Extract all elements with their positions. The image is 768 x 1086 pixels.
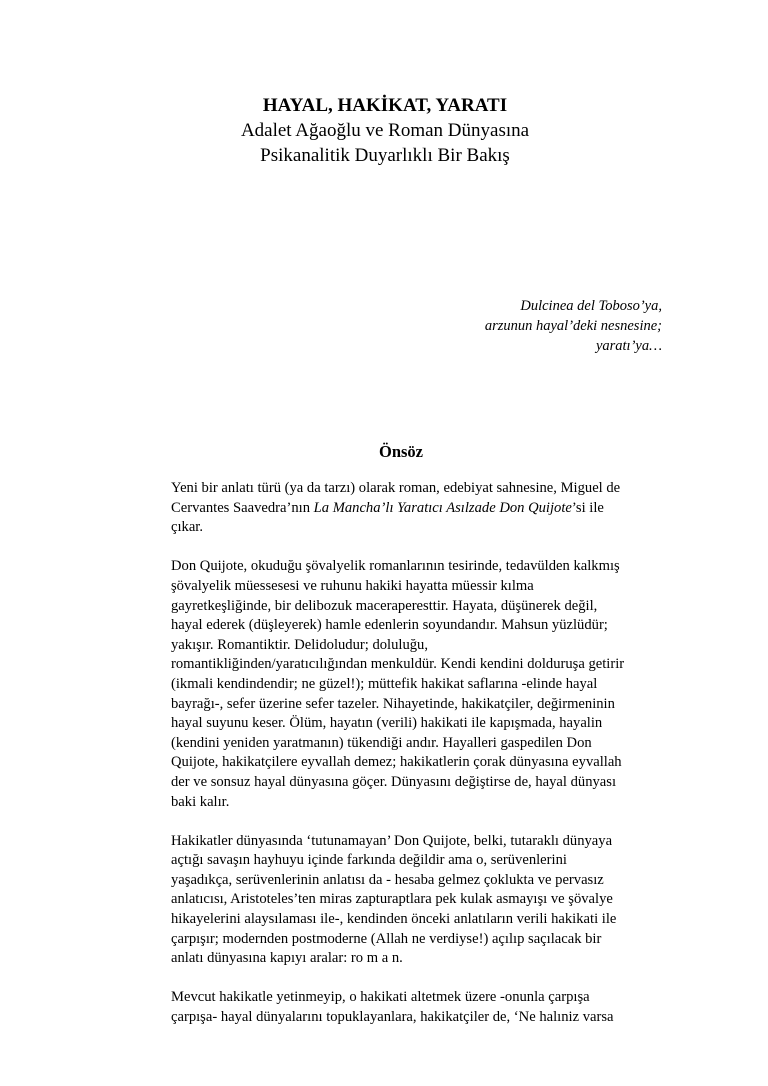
paragraph-line: çarpışır; modernden postmoderne (Allah ne verdiyse!) açılıp saçılacak bir (171, 930, 602, 947)
paragraph-1 (171, 479, 661, 538)
paragraph-line: der ve sonsuz hayal dünyasına göçer. Dünyasını değiştirse de, hayal dünyası (171, 773, 616, 790)
paragraph-line: çarpışa- hayal dünyalarını topuklayanlara, hakikatçiler de, ‘Ne halıniz varsa (171, 1009, 614, 1026)
text-run: Cervantes Saavedra’nın (171, 499, 314, 516)
paragraph-2 (171, 557, 661, 812)
epigraph-line-3: yaratı’ya… (595, 338, 662, 354)
paragraph-line: yaşadıkça, serüvenlerinin anlatısı da - hesaba gelmez çoklukta ve pervasız (171, 871, 604, 888)
paragraph-line: Don Quijote, okuduğu şövalyelik romanlarının tesirinde, tedavülden kalkmış (171, 558, 620, 575)
paragraph-line: çıkar. (171, 519, 204, 536)
paragraph-4 (171, 988, 661, 1027)
paragraph-line: açtığı savaşın hayhuyu içinde farkında değildir ama o, serüvenlerini (171, 852, 567, 869)
paragraph-line: romantikliğinden/yaratıcılığından menkuldür. Kendi kendini dolduruşa getirir (171, 656, 625, 673)
title-block (230, 93, 540, 168)
subtitle-line-1: Adalet Ağaoğlu ve Roman Dünyasına (240, 120, 530, 141)
epigraph-line-2: arzunun hayal’deki nesnesine; (484, 318, 662, 334)
paragraph-line: baki kalır. (171, 793, 230, 810)
epigraph (362, 296, 662, 356)
book-title: La Mancha’lı Yaratıcı Asılzade Don Quijote (313, 499, 572, 516)
paragraph-line: Quijote, hakikatçilere eyvallah demez; hakikatlerin çorak dünyasına eyvallah (171, 754, 622, 771)
paragraph-line: anlatıcısı, Aristoteles’ten miras zapturaptlara pek kulak asmayışı ve şövalye (171, 891, 613, 908)
paragraph-line: yakışır. Romantiktir. Delidoludur; doluluğu, (171, 636, 429, 653)
paragraph-line: bayrağı-, sefer üzerine sefer tazeler. Nihayetinde, hakikatçiler, değirmeninin (171, 695, 615, 712)
paragraph-3 (171, 832, 661, 969)
main-title: HAYAL, HAKİKAT, YARATI (262, 95, 508, 116)
paragraph-line (171, 499, 661, 519)
preface-heading: Önsöz (378, 442, 423, 461)
paragraph-line: hayal ederek (düşleyerek) hamle edenlerin soyundandır. Mahsun yüzlüdür; (171, 617, 608, 634)
paragraph-line: hayal suyunu keser. Ölüm, hayatın (verili) hakikati ile kapışmada, hayalin (171, 715, 603, 732)
paragraph-line: (kendini yeniden yaratmanın) tükendiği andır. Hayalleri gaspedilen Don (171, 734, 592, 751)
paragraph-line: anlatı dünyasına kapıyı aralar: ro m a n. (171, 950, 403, 967)
epigraph-line-1: Dulcinea del Toboso’ya, (520, 298, 662, 314)
paragraph-line: Hakikatler dünyasında ‘tutunamayan’ Don Quijote, belki, tutaraklı dünyaya (171, 832, 613, 849)
paragraph-line: şövalyelik müessesesi ve ruhunu hakiki hayatta müessir kılma (171, 577, 534, 594)
text-run: ’si ile (571, 499, 604, 516)
paragraph-line: Mevcut hakikatle yetinmeyip, o hakikati altetmek üzere -onunla çarpışa (171, 989, 590, 1006)
paragraph-line: gayretkeşliğinde, bir delibozuk maceraperesttir. Hayata, düşünerek değil, (171, 597, 598, 614)
preface-body (171, 479, 661, 1047)
paragraph-line: (ikmali kendindendir; ne güzel!); müttefik hakikat saflarına -elinde hayal (171, 675, 598, 692)
paragraph-line: Yeni bir anlatı türü (ya da tarzı) olarak roman, edebiyat sahnesine, Miguel de (171, 480, 621, 496)
subtitle-line-2: Psikanalitik Duyarlıklı Bir Bakış (260, 145, 510, 166)
paragraph-line: hikayelerini alaysılaması ile-, kendinden önceki anlatıların verili hakikati ile (171, 911, 617, 928)
